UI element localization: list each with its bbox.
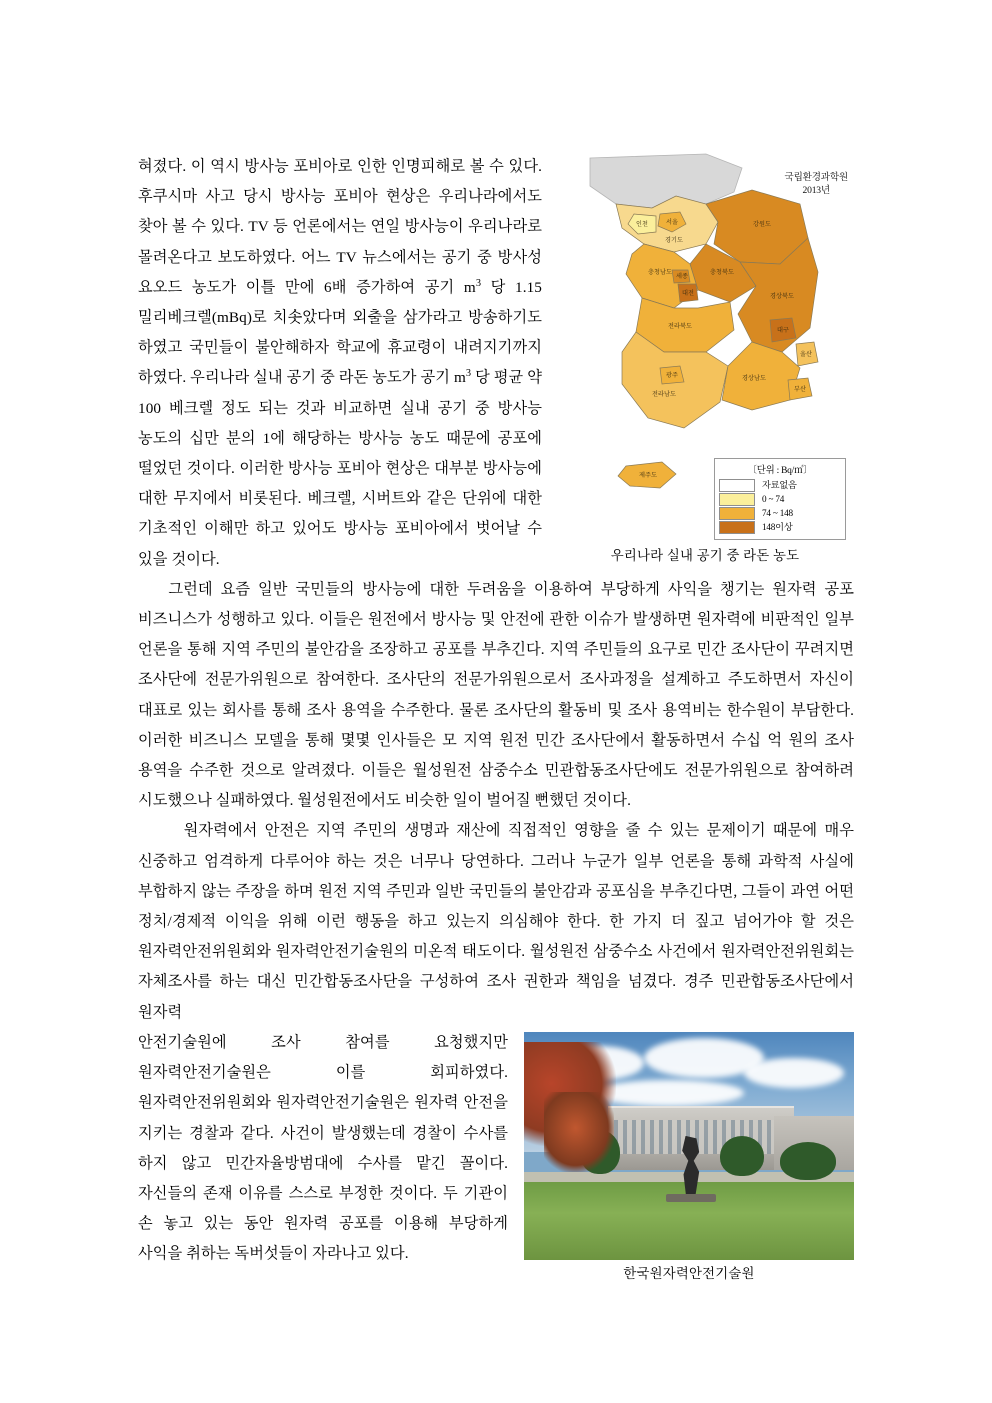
svg-text:충청북도: 충청북도 <box>710 269 734 276</box>
document-body <box>138 152 854 1286</box>
svg-text:제주도: 제주도 <box>639 472 657 479</box>
map-legend <box>714 458 846 540</box>
legend-swatch-low <box>719 493 755 506</box>
paragraph-3: 원자력에서 안전은 지역 주민의 생명과 재산에 직접적인 영향을 줄 수 있는 문제이기 때문에 매우 신중하고 엄격하게 다루어야 하는 것은 너무나 당연하다. 그러나 누군가 일부 언론을 통해 과학적 사실에 부합하지 않는 주장을 하며 원전 지역 주민과 일반 국민들의 불안감과 공포심을 부추긴다면, 그들이 과연 어떤 정치/경제적 이익을 위해 이런 행동을 하고 있는지 의심해야 한다. 한 가지 더 짚고 넘어가야 할 것은 원자력안전위원회와 원자력안전기술원의 미온적 태도이다. 월성원전 삼중수소 사건에서 원자력안전위원회는 자체조사를 하는 대신 민간합동조사단을 구성하여 조사 권한과 책임을 넘겼다. 경주 민관합동조사단에서 원자력 <box>138 822 854 1021</box>
photo-main-building <box>608 1106 794 1170</box>
svg-text:강원도: 강원도 <box>753 221 771 228</box>
svg-text:경상남도: 경상남도 <box>742 375 766 382</box>
svg-text:전라북도: 전라북도 <box>668 323 692 330</box>
radon-map <box>556 152 854 542</box>
svg-text:광주: 광주 <box>666 372 678 379</box>
kins-photo-figure <box>524 1032 854 1284</box>
superscript-3b: 3 <box>465 368 472 380</box>
photo-tree <box>780 1142 836 1180</box>
map-credit-line1: 국립환경과학원 <box>784 172 848 183</box>
photo-cloud <box>744 1058 844 1088</box>
radon-map-figure <box>556 152 854 566</box>
legend-label-none: 자료없음 <box>762 480 797 490</box>
legend-label-low: 0 ~ 74 <box>762 494 785 504</box>
svg-text:서울: 서울 <box>666 219 678 226</box>
svg-text:울산: 울산 <box>800 351 812 358</box>
legend-label-high: 148이상 <box>762 522 793 532</box>
map-credit <box>785 172 848 197</box>
photo-cloud <box>594 1080 744 1106</box>
paragraph-1-text-a: 혀졌다. 이 역시 방사능 포비아로 인한 인명피해로 볼 수 있다. 후쿠시마 사고 당시 방사능 포비아 현상은 우리나라에서도 찾아 볼 수 있다. TV 등 언론에서는 연일 방사능이 우리나라로 몰려온다고 보도하였다. 어느 TV 뉴스에서는 공기 중 방사성 요오드 농도가 이틀 만에 6배 증가하여 공기 m <box>138 158 542 296</box>
photo-sculpture-base <box>666 1194 716 1202</box>
svg-text:인천: 인천 <box>636 221 648 228</box>
legend-swatch-mid <box>719 507 755 520</box>
paragraph-1-text-d: 당 평균 약 100 베크렐 정도 되는 것과 비교하면 실내 공기 중 방사능 농도의 십만 분의 1에 해당하는 방사능 농도 때문에 공포에 떨었던 것이다. 이러한 방사능 포비아 현상은 대부분 방사능에 대한 무지에서 비롯된다. 베크렐, 시버트와 같은 단위에 대한 기초적인 이해만 하고 있어도 방사능 포비아에서 벗어날 수 있을 것이다. <box>138 369 543 568</box>
svg-text:대구: 대구 <box>777 327 789 334</box>
legend-item <box>719 521 841 534</box>
svg-text:부산: 부산 <box>794 386 806 393</box>
svg-text:세종: 세종 <box>676 273 688 280</box>
svg-text:충청남도: 충청남도 <box>648 269 672 276</box>
svg-text:대전: 대전 <box>682 290 694 297</box>
paragraph-1-text-c: 고 방송하기도 하였고 국민들이 불안해하자 학교에 휴교령이 내려지기까지 하였다. 우리나라 실내 공기 중 라돈 농도가 공기 m <box>138 309 542 387</box>
kins-photo <box>524 1032 854 1260</box>
paragraph-2: 그런데 요즘 일반 국민들의 방사능에 대한 두려움을 이용하여 부당하게 사익을 챙기는 원자력 공포 비즈니스가 성행하고 있다. 이들은 원전에서 방사능 및 안전에 관한 이슈가 발생하면 원자력에 비판적인 일부 언론을 통해 지역 주민의 불안감을 조장하고 공포를 부추긴다. 지역 주민들의 요구로 민간 조사단이 꾸려지면 조사단에 전문가위원으로 참여한다. 조사단의 전문가위원으로서 조사과정을 설계하고 주도하면서 자신이 대표로 있는 회사를 통해 조사 용역을 수주한다. 물론 조사단의 활동비 및 조사 용역비는 한수원이 부담한다. 이러한 비즈니스 모델을 통해 몇몇 인사들은 모 지역 원전 민간 조사단에서 활동하면서 수십 억 원의 조사 용역을 수주한 것으로 알려졌다. 이들은 월성원전 삼중수소 민관합동조사단에도 전문가위원으로 참여하려 시도했으나 실패하였다. 월성원전에서도 비슷한 일이 벌어질 뻔했던 것이다. <box>138 580 854 810</box>
svg-text:경기도: 경기도 <box>665 237 683 244</box>
legend-swatch-none <box>719 479 755 492</box>
photo-red-maple-lower <box>544 1092 614 1172</box>
svg-text:전라남도: 전라남도 <box>652 391 676 398</box>
legend-title: 〔단위 : Bq/㎥〕 <box>747 466 813 476</box>
legend-item <box>719 479 841 492</box>
legend-swatch-high <box>719 521 755 534</box>
map-credit-line2: 2013년 <box>802 184 830 196</box>
photo-tree <box>720 1136 764 1176</box>
map-caption: 우리나라 실내 공기 중 라돈 농도 <box>610 548 800 563</box>
paragraph-4: 안전기술원에 조사 참여를 요청했지만 원자력안전기술원은 이를 회피하였다. 원자력안전위원회와 원자력안전기술원은 원자력 안전을 지키는 경찰과 같다. 사건이 발생했는데 경찰이 수사를 하지 않고 민간자율방범대에 수사를 맡긴 꼴이다. 자신들의 존재 이유를 스스로 부정한 것이다. 두 기관이 손 놓고 있는 동안 원자력 공포를 이용해 부당하게 사익을 취하는 독버섯들이 자라나고 있다. <box>138 1033 508 1263</box>
legend-label-mid: 74 ~ 148 <box>762 508 793 518</box>
svg-text:경상북도: 경상북도 <box>770 293 794 300</box>
legend-item <box>719 507 841 520</box>
paragraph-1-text-b: 당 1.15 밀리베크렐(mBq)로 치솟았다며 외출을 삼가라 <box>138 278 542 327</box>
superscript-3: 3 <box>475 277 482 289</box>
legend-item <box>719 493 841 506</box>
photo-caption: 한국원자력안전기술원 <box>623 1265 755 1281</box>
